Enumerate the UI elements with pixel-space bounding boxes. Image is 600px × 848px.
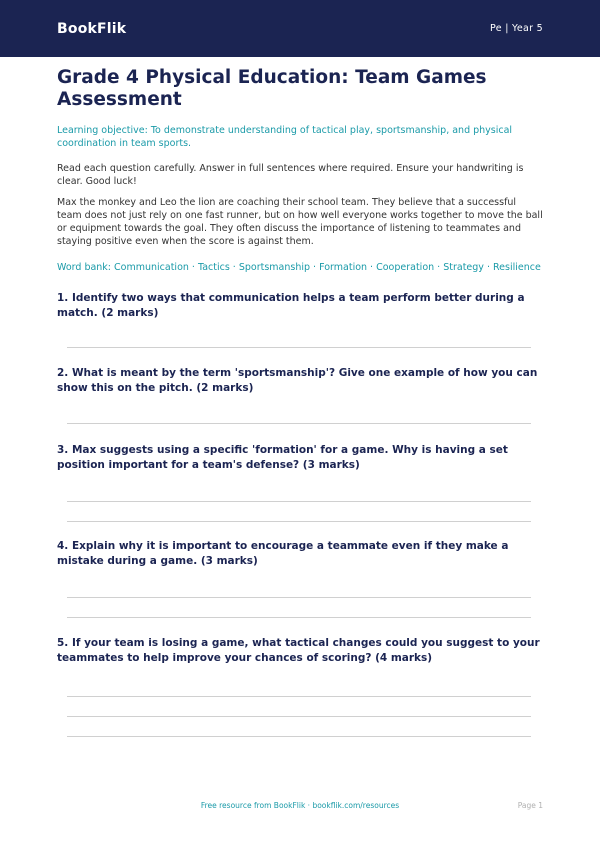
page-number: Page 1 bbox=[517, 801, 543, 810]
subject-year-label: Pe | Year 5 bbox=[490, 23, 543, 34]
instructions-text: Read each question carefully. Answer in full sentences where required. Ensure your handwriting is clear. Good luck! bbox=[57, 163, 524, 187]
answer-line[interactable] bbox=[67, 716, 531, 717]
answer-line[interactable] bbox=[67, 501, 531, 502]
question-3-text: 3. Max suggests using a specific 'formation' for a game. Why is having a set position important for a team's defense? (3 marks) bbox=[57, 444, 508, 471]
page-footer bbox=[57, 801, 543, 815]
answer-line[interactable] bbox=[67, 736, 531, 737]
learning-objective: Learning objective: To demonstrate understanding of tactical play, sportsmanship, and physical coordination in team sports. bbox=[57, 125, 513, 149]
answer-line[interactable] bbox=[67, 696, 531, 697]
question-4-text: 4. Explain why it is important to encourage a teammate even if they make a mistake during a game. (3 marks) bbox=[57, 540, 509, 567]
footer-resource-link[interactable]: Free resource from BookFlik · bookflik.com/resources bbox=[200, 801, 400, 810]
story-paragraph: Max the monkey and Leo the lion are coaching their school team. They believe that a successful team does not just rely on one fast runner, but on how well everyone works together to move the ball or equipment towards the goal. They often discuss the importance of listening to teammates and staying positive even when the score is against them. bbox=[57, 197, 543, 247]
page-header bbox=[0, 0, 600, 57]
question-block-2 bbox=[57, 366, 543, 424]
question-block-4 bbox=[57, 539, 543, 618]
answer-line[interactable] bbox=[67, 617, 531, 618]
question-2-text: 2. What is meant by the term 'sportsmanship'? Give one example of how you can show this on the pitch. (2 marks) bbox=[57, 367, 538, 394]
question-1-text: 1. Identify two ways that communication helps a team perform better during a match. (2 marks) bbox=[57, 292, 525, 319]
answer-line[interactable] bbox=[67, 347, 531, 348]
question-block-5 bbox=[57, 636, 543, 737]
question-5-text: 5. If your team is losing a game, what tactical changes could you suggest to your teammates to help improve your chances of scoring? (4 marks) bbox=[57, 637, 540, 664]
question-block-1 bbox=[57, 291, 543, 348]
answer-line[interactable] bbox=[67, 521, 531, 522]
word-bank: Word bank: Communication · Tactics · Sportsmanship · Formation · Cooperation · Strategy · Resilience bbox=[57, 262, 541, 273]
question-block-3 bbox=[57, 443, 543, 522]
worksheet-body bbox=[0, 67, 600, 737]
page-title: Grade 4 Physical Education: Team Games Assessment bbox=[57, 67, 487, 110]
answer-line[interactable] bbox=[67, 597, 531, 598]
answer-line[interactable] bbox=[67, 423, 531, 424]
brand-logo-text: BookFlik bbox=[57, 20, 127, 37]
